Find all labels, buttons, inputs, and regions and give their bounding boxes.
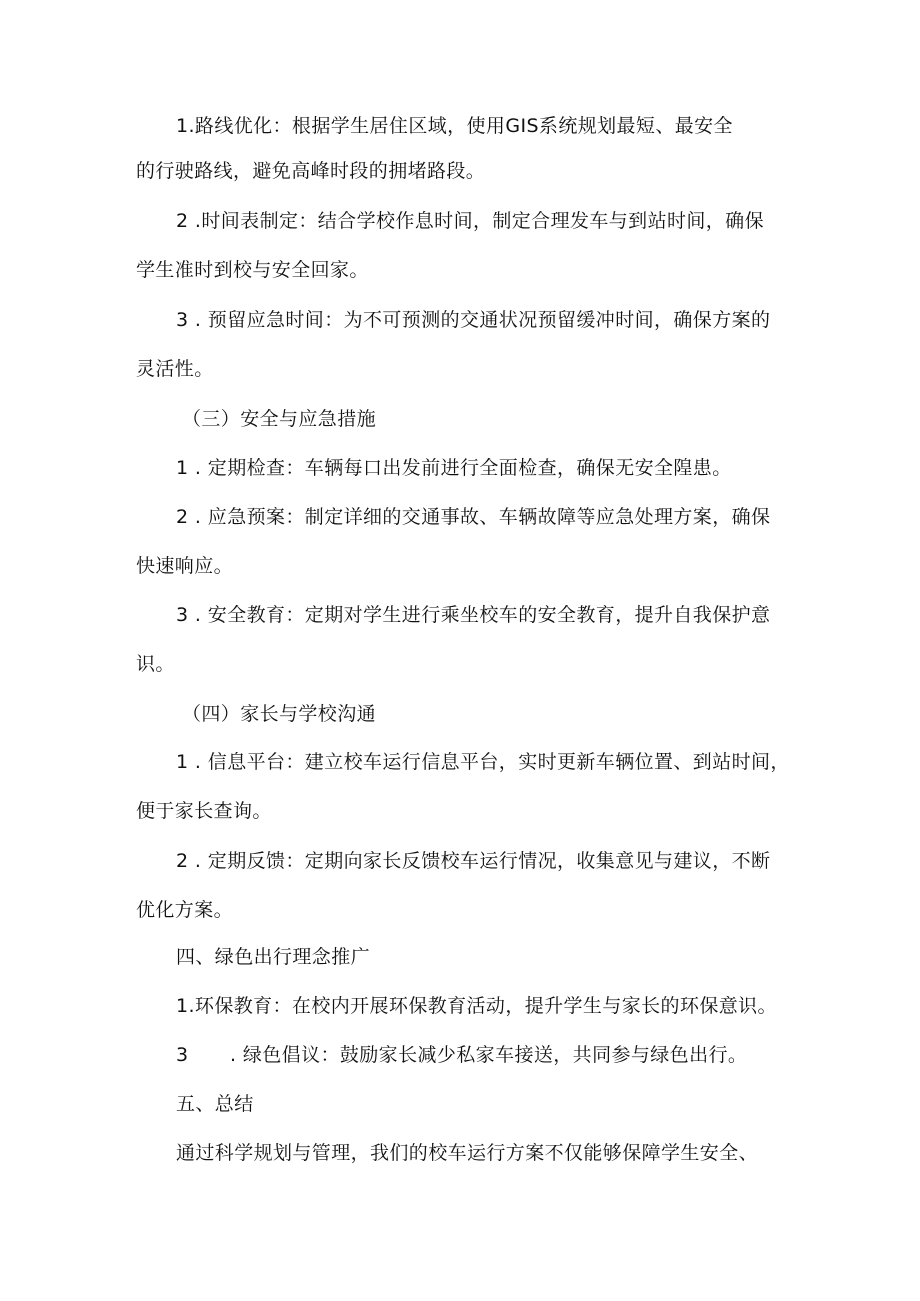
- paragraph-line: 2 . 应急预案：制定详细的交通事故、车辆故障等应急处理方案，确保: [176, 506, 771, 528]
- paragraph-line: 2 . 定期反馈：定期向家长反馈校车运行情况，收集意见与建议，不断: [176, 850, 771, 872]
- paragraph-line: 优化方案。: [136, 899, 234, 921]
- paragraph-line: 1.环保教育：在校内开展环保教育活动，提升学生与家长的环保意识。: [176, 995, 777, 1017]
- paragraph-line: 1 . 信息平台：建立校车运行信息平台，实时更新车辆位置、到站时间，: [176, 751, 790, 773]
- list-number: 3: [176, 1044, 189, 1066]
- paragraph-line: 通过科学规划与管理，我们的校车运行方案不仅能够保障学生安全、: [176, 1142, 759, 1164]
- paragraph-line: 灵活性。: [136, 358, 214, 380]
- section-heading: （四）家长与学校沟通: [182, 703, 377, 725]
- paragraph-line: 1 . 定期检查：车辆每口出发前进行全面检查，确保无安全隍患。: [176, 457, 732, 479]
- paragraph-line: 学生准时到校与安全回家。: [136, 259, 369, 281]
- paragraph-line: 的行驶路线，避免高峰时段的拥堵路段。: [136, 160, 486, 182]
- paragraph-line: 2 .时间表制定：结合学校作息时间，制定合理发车与到站时间，确保: [176, 210, 764, 232]
- section-heading: （三）安全与应急措施: [182, 408, 377, 430]
- paragraph-line: 快速响应。: [136, 555, 234, 577]
- paragraph-line: 3 . 安全教育：定期对学生进行乘坐校车的安全教育，提升自我保护意: [176, 604, 771, 626]
- paragraph-line: . 绿色倡议：鼓励家长减少私家车接送，共同参与绿色出行。: [230, 1044, 748, 1066]
- section-heading: 五、总结: [176, 1093, 254, 1115]
- section-heading: 四、绿色出行理念推广: [176, 946, 371, 968]
- paragraph-line: 1.路线优化：根据学生居住区域，使用GIS系统规划最短、最安全: [176, 115, 733, 137]
- paragraph-line: 3 . 预留应急时间：为不可预测的交通状况预留缓冲时间，确保方案的: [176, 309, 771, 331]
- paragraph-line: 识。: [136, 653, 175, 675]
- paragraph-line: 便于家长查询。: [136, 800, 272, 822]
